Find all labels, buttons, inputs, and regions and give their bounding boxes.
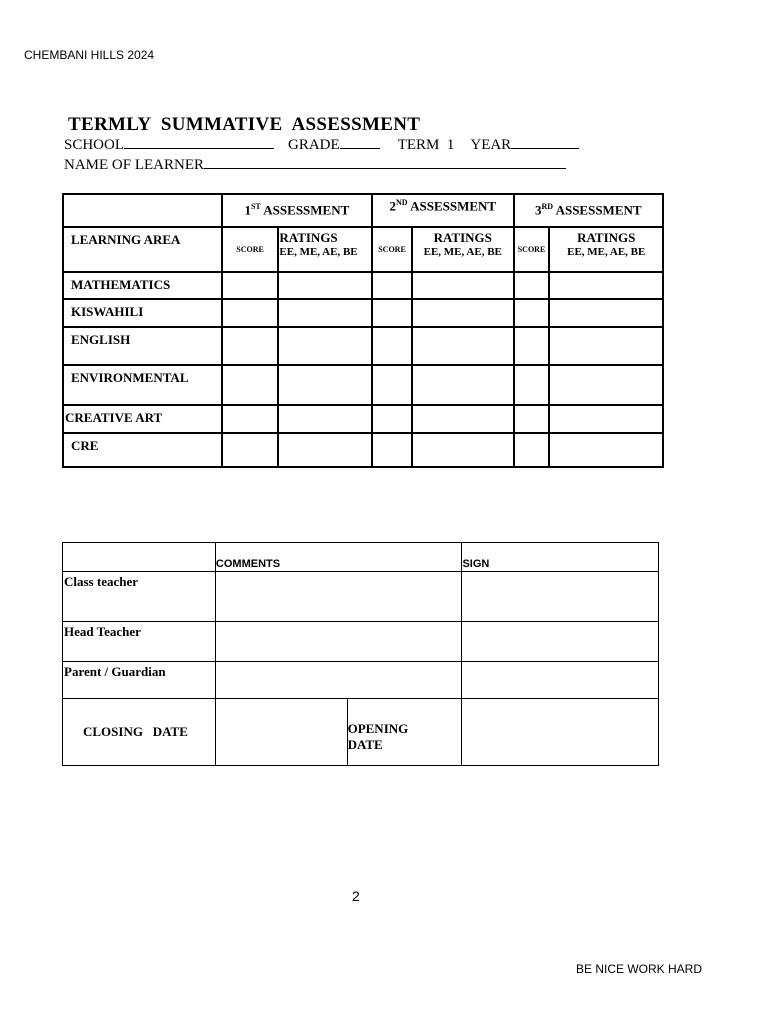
rating-cell[interactable] (278, 299, 372, 327)
rating-cell[interactable] (549, 365, 663, 405)
score-cell[interactable] (222, 365, 279, 405)
empty-header-cell (63, 543, 216, 572)
grade-label: GRADE (288, 137, 340, 153)
score-cell[interactable] (222, 299, 279, 327)
year-blank (511, 136, 579, 149)
score-header-2: SCORE (372, 227, 412, 272)
rating-cell[interactable] (412, 365, 514, 405)
assessment-1-header: 1ST ASSESSMENT (222, 194, 372, 227)
comments-table (62, 542, 659, 766)
score-cell[interactable] (372, 365, 412, 405)
rating-cell[interactable] (412, 327, 514, 365)
column-header-row (63, 227, 663, 272)
learning-area-creative-art: CREATIVE ART (63, 405, 222, 433)
score-cell[interactable] (372, 272, 412, 299)
score-cell[interactable] (372, 433, 412, 467)
score-cell[interactable] (514, 433, 550, 467)
assessment-table (62, 193, 664, 468)
ratings-header-2: RATINGS EE, ME, AE, BE (412, 227, 514, 272)
comment-cell[interactable] (215, 622, 462, 662)
learning-area-header: LEARNING AREA (63, 227, 222, 272)
ratings-header-3: RATINGS EE, ME, AE, BE (549, 227, 663, 272)
learning-area-cre: CRE (63, 433, 222, 467)
assessment-3-header: 3RD ASSESSMENT (514, 194, 663, 227)
school-blank (124, 136, 274, 149)
row-label-head-teacher: Head Teacher (63, 622, 216, 662)
closing-date-cell[interactable] (215, 699, 347, 766)
sign-cell[interactable] (462, 662, 659, 699)
document-header: CHEMBANI HILLS 2024 (24, 48, 155, 62)
rating-cell[interactable] (278, 272, 372, 299)
score-cell[interactable] (514, 299, 550, 327)
table-row (63, 365, 663, 405)
rating-cell[interactable] (549, 327, 663, 365)
rating-cell[interactable] (549, 433, 663, 467)
year-label: YEAR (470, 137, 512, 153)
school-label: SCHOOL (64, 137, 125, 153)
rating-cell[interactable] (412, 433, 514, 467)
rating-cell[interactable] (278, 433, 372, 467)
sign-cell[interactable] (462, 622, 659, 662)
score-cell[interactable] (222, 327, 279, 365)
comment-cell[interactable] (215, 662, 462, 699)
comment-cell[interactable] (215, 572, 462, 622)
rating-cell[interactable] (278, 365, 372, 405)
learner-label: NAME OF LEARNER (64, 157, 205, 173)
comments-header: COMMENTS (215, 543, 462, 572)
table-row (63, 405, 663, 433)
assessment-2-header: 2ND ASSESSMENT (372, 194, 513, 227)
score-header-1: SCORE (222, 227, 279, 272)
rating-cell[interactable] (278, 405, 372, 433)
score-cell[interactable] (222, 272, 279, 299)
score-cell[interactable] (514, 405, 550, 433)
comments-header-row (63, 543, 659, 572)
table-row (63, 572, 659, 622)
score-cell[interactable] (372, 327, 412, 365)
learner-blank (204, 156, 566, 169)
learning-area-mathematics: MATHEMATICS (63, 272, 222, 299)
score-cell[interactable] (514, 327, 550, 365)
closing-date-label: CLOSING DATE (63, 699, 216, 766)
score-cell[interactable] (222, 433, 279, 467)
dates-row (63, 699, 659, 766)
form-title: TERMLY SUMMATIVE ASSESSMENT (68, 114, 421, 135)
learning-area-environmental: ENVIRONMENTAL (63, 365, 222, 405)
learning-area-english: ENGLISH (63, 327, 222, 365)
page-number: 2 (352, 888, 360, 904)
rating-cell[interactable] (549, 272, 663, 299)
opening-date-cell[interactable] (462, 699, 659, 766)
table-row (63, 662, 659, 699)
score-cell[interactable] (372, 405, 412, 433)
row-label-class-teacher: Class teacher (63, 572, 216, 622)
empty-header-cell (63, 194, 222, 227)
table-row (63, 622, 659, 662)
table-row (63, 272, 663, 299)
rating-cell[interactable] (412, 299, 514, 327)
row-label-parent-guardian: Parent / Guardian (63, 662, 216, 699)
score-cell[interactable] (514, 365, 550, 405)
assessment-header-row (63, 194, 663, 227)
learner-line (64, 156, 566, 174)
sign-cell[interactable] (462, 572, 659, 622)
score-cell[interactable] (222, 405, 279, 433)
score-cell[interactable] (372, 299, 412, 327)
school-grade-term-line (64, 136, 579, 154)
rating-cell[interactable] (412, 405, 514, 433)
table-row (63, 327, 663, 365)
rating-cell[interactable] (549, 405, 663, 433)
learning-area-kiswahili: KISWAHILI (63, 299, 222, 327)
score-cell[interactable] (514, 272, 550, 299)
document-footer: BE NICE WORK HARD (576, 962, 703, 976)
ratings-header-1: RATINGS EE, ME, AE, BE (278, 227, 372, 272)
rating-cell[interactable] (412, 272, 514, 299)
score-header-3: SCORE (514, 227, 550, 272)
term-label: TERM 1 (397, 137, 455, 153)
sign-header: SIGN (462, 543, 659, 572)
table-row (63, 299, 663, 327)
rating-cell[interactable] (549, 299, 663, 327)
table-row (63, 433, 663, 467)
grade-blank (340, 136, 380, 149)
opening-date-label: OPENING DATE (347, 699, 462, 766)
rating-cell[interactable] (278, 327, 372, 365)
